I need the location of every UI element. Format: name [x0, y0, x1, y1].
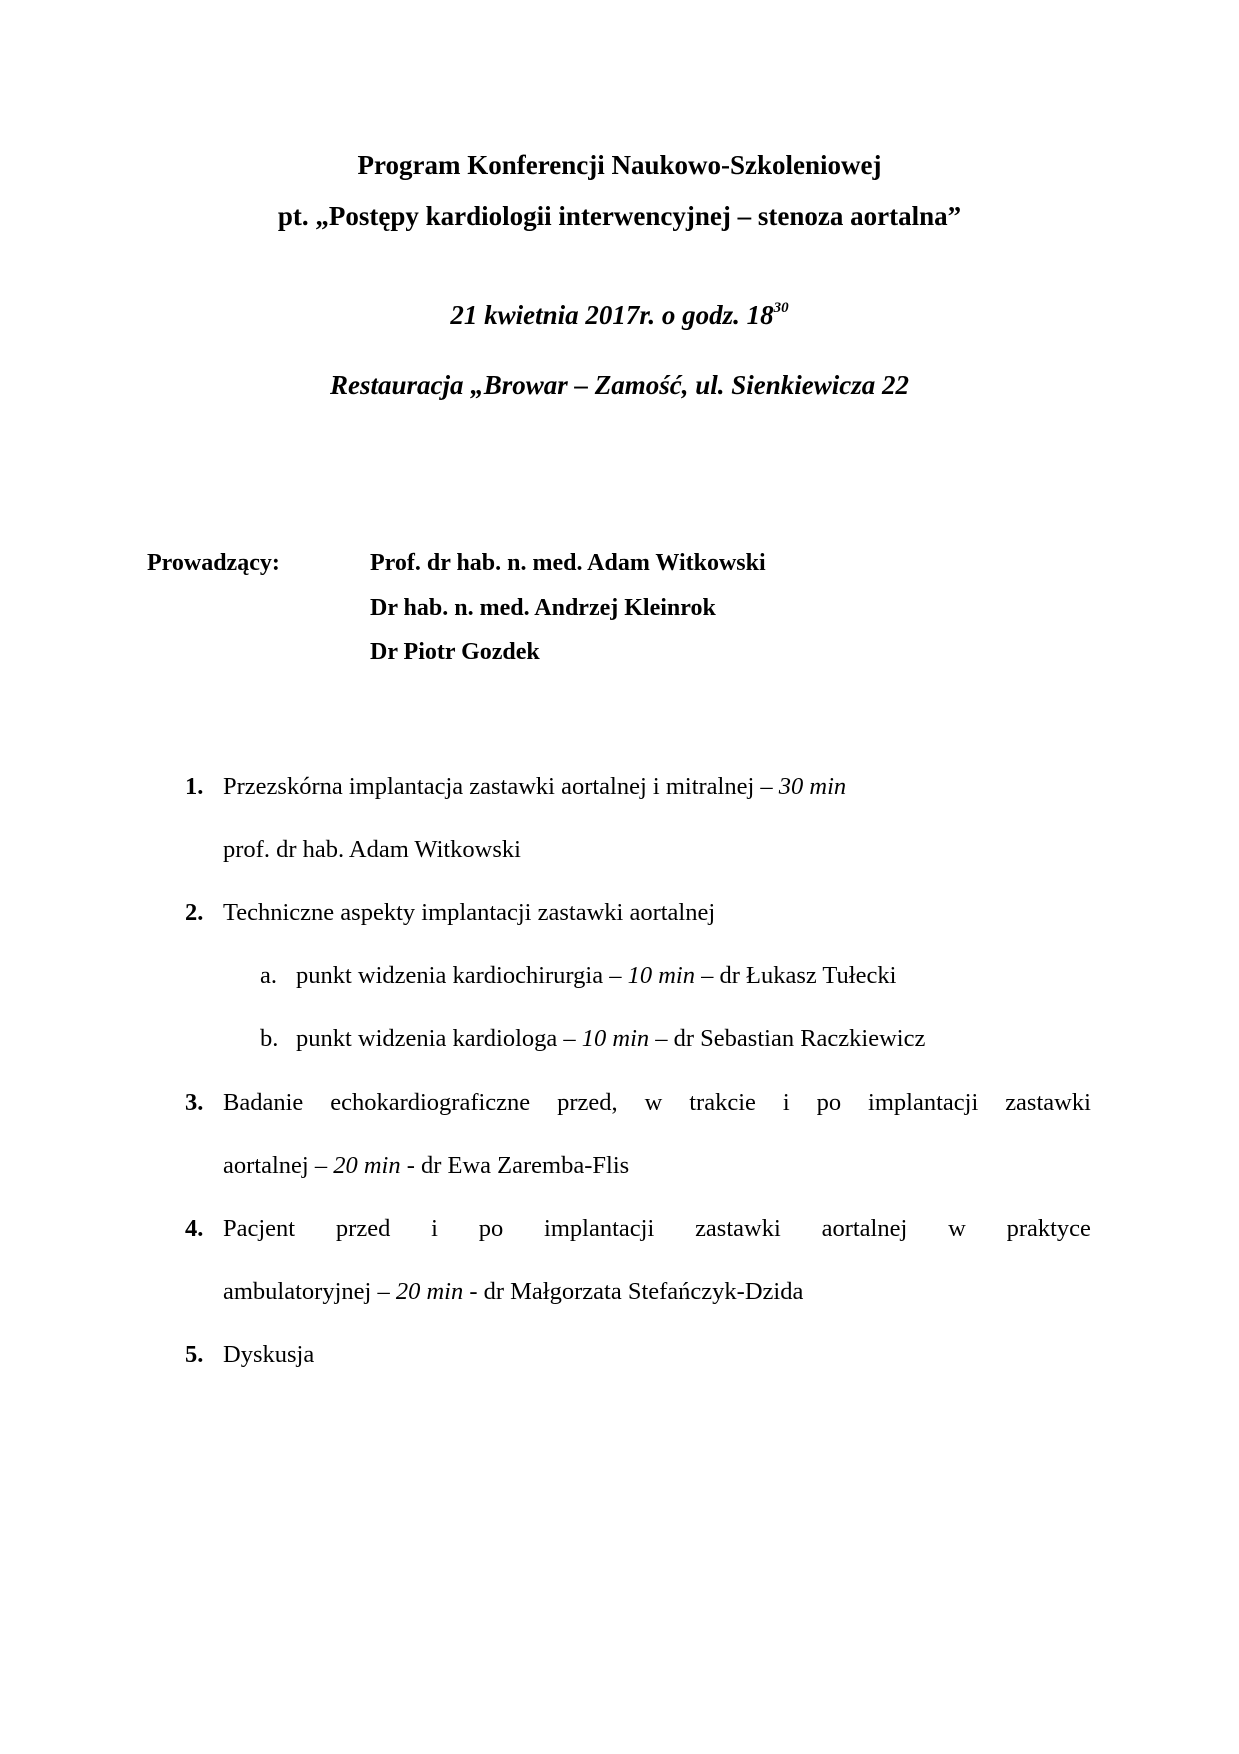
- agenda-item-duration: 20 min: [333, 1152, 401, 1179]
- event-venue: Restauracja „Browar – Zamość, ul. Sienkiewicza 22: [329, 370, 910, 400]
- agenda-subitem-a: [296, 962, 896, 990]
- agenda-subitem-title: punkt widzenia kardiochirurgia –: [296, 962, 628, 989]
- agenda-subitem-title: punkt widzenia kardiologa –: [296, 1025, 582, 1052]
- agenda-subitem-letter: b.: [260, 1025, 279, 1052]
- agenda-subitem-duration: 10 min: [581, 1025, 650, 1052]
- word: zastawki: [1005, 1089, 1091, 1116]
- word: zastawki: [695, 1215, 781, 1242]
- agenda-subitem-duration: 10 min: [627, 962, 695, 989]
- word: praktyce: [1006, 1215, 1091, 1242]
- word: trakcie: [689, 1089, 756, 1116]
- event-date: [0, 300, 1239, 331]
- host-name: Prof. dr hab. n. med. Adam Witkowski: [370, 550, 766, 576]
- word: w: [948, 1215, 966, 1242]
- word: implantacji: [868, 1089, 979, 1116]
- word: przed: [335, 1215, 391, 1242]
- agenda-item-number: 1.: [185, 773, 204, 800]
- word: po: [478, 1215, 504, 1242]
- agenda-item-2: Techniczne aspekty implantacji zastawki aortalnej: [223, 899, 716, 926]
- word: Badanie: [223, 1089, 304, 1116]
- agenda-item-duration: 30 min: [778, 773, 847, 800]
- word: implantacji: [544, 1215, 655, 1242]
- word: w: [644, 1089, 663, 1116]
- agenda-item-title: Przezskórna implantacja zastawki aortalnej i mitralnej –: [223, 773, 779, 800]
- hosts-label: Prowadzący:: [147, 550, 280, 576]
- word: echokardiograficzne: [330, 1089, 531, 1116]
- agenda-item-title: aortalnej –: [223, 1152, 334, 1179]
- word: przed,: [557, 1089, 618, 1116]
- agenda-item-speaker: - dr Małgorzata Stefańczyk-Dzida: [463, 1278, 804, 1305]
- word: Pacjent: [223, 1215, 296, 1242]
- event-date-text: 21 kwietnia 2017r. o godz. 18: [450, 300, 774, 330]
- agenda-item-1: [223, 773, 846, 801]
- agenda-item-duration: 20 min: [395, 1278, 464, 1305]
- agenda-item-4-line-2: [223, 1278, 803, 1306]
- host-name: Dr Piotr Gozdek: [370, 639, 540, 665]
- agenda-item-speaker: - dr Ewa Zaremba-Flis: [400, 1152, 630, 1179]
- word: i: [782, 1089, 790, 1116]
- event-time-minutes: 30: [773, 300, 789, 316]
- word: po: [816, 1089, 842, 1116]
- agenda-item-title: ambulatoryjnej –: [223, 1278, 396, 1305]
- agenda-item-number: 3.: [185, 1089, 204, 1116]
- agenda-item-number: 2.: [185, 899, 204, 926]
- agenda-subitem-speaker: – dr Sebastian Raczkiewicz: [649, 1025, 926, 1052]
- agenda-subitem-b: [296, 1025, 925, 1053]
- agenda-item-4-line-1: [223, 1215, 1091, 1243]
- title-line-2: pt. „Postępy kardiologii interwencyjnej – stenoza aortalna”: [277, 201, 962, 231]
- agenda-item-speaker: prof. dr hab. Adam Witkowski: [223, 836, 521, 863]
- word: i: [431, 1215, 438, 1242]
- agenda-item-number: 5.: [185, 1341, 204, 1368]
- agenda-item-3-line-1: [223, 1089, 1091, 1117]
- agenda-item-3-line-2: [223, 1152, 629, 1180]
- agenda-subitem-speaker: – dr Łukasz Tułecki: [694, 962, 897, 989]
- agenda-item-number: 4.: [185, 1215, 204, 1242]
- agenda-item-5: Dyskusja: [223, 1341, 315, 1368]
- word: aortalnej: [821, 1215, 908, 1242]
- agenda-subitem-letter: a.: [260, 962, 277, 989]
- host-name: Dr hab. n. med. Andrzej Kleinrok: [370, 595, 716, 621]
- title-line-1: Program Konferencji Naukowo-Szkoleniowej: [357, 150, 882, 180]
